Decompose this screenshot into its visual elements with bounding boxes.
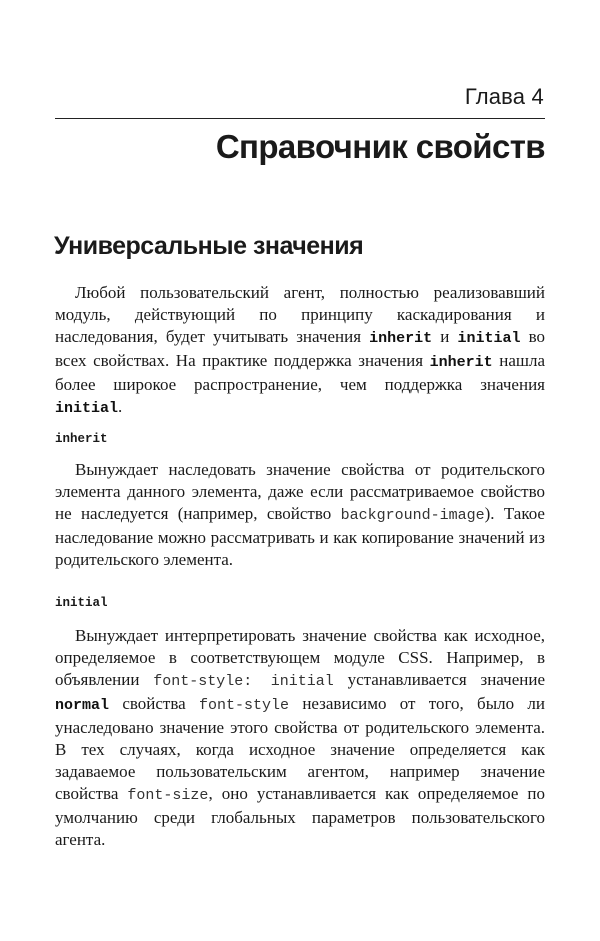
chapter-title: Справочник свойств	[215, 128, 545, 165]
code-font-size: font-size	[127, 787, 209, 804]
code-font-style-initial: font-style: initial	[153, 673, 334, 690]
intro-paragraph	[55, 282, 545, 420]
text-run: Вынуждает наследовать значение свойства от родительского элемента данного элемента, даже если рассматриваемое свойство не наследуется (например, свойство	[55, 460, 545, 523]
term-inherit: inherit	[55, 432, 108, 446]
code-initial: initial	[457, 330, 521, 347]
code-background-image: background-image	[340, 507, 485, 524]
text-run: независимо от того, было ли унаследовано значение этого свойства от родительского элемента. В тех случаях, когда исходное значение определяется как задаваемое пользовательским агентом, например значение свойства	[55, 694, 545, 803]
text-run: во всех свойствах. На практике поддержка значения	[55, 327, 545, 370]
text-run: Вынуждает интерпретировать значение свойства как исходное, определяемое в соответствующем модуле CSS. Например, в объявлении	[55, 626, 545, 689]
inherit-description	[55, 459, 545, 571]
text-run: и	[432, 327, 458, 346]
text-run: , оно устанавливается как определяемое по умолчанию среди глобальных параметров пользовательского агента.	[55, 784, 545, 849]
code-initial: initial	[55, 400, 119, 417]
text-run: свойства	[109, 694, 199, 713]
chapter-label: Глава 4	[464, 84, 544, 109]
text-run: Любой пользовательский агент, полностью реализовавший модуль, действующий по принципу каскадирования и наследования, будет учитывать значения	[55, 283, 545, 346]
initial-description	[55, 625, 545, 851]
text-run: ). Такое наследование можно рассматривать и как копирование значений из родительского элемента.	[55, 504, 545, 569]
text-run: устанавливается значение	[333, 670, 545, 689]
section-heading: Универсальные значения	[54, 232, 364, 260]
header-divider	[55, 118, 545, 119]
code-normal: normal	[55, 697, 110, 714]
code-font-style: font-style	[199, 697, 290, 714]
text-run: .	[118, 397, 123, 416]
text-run: нашла более широкое распространение, чем поддержка значения	[55, 351, 545, 394]
code-inherit: inherit	[429, 354, 493, 371]
code-inherit: inherit	[369, 330, 433, 347]
term-initial: initial	[55, 596, 108, 610]
